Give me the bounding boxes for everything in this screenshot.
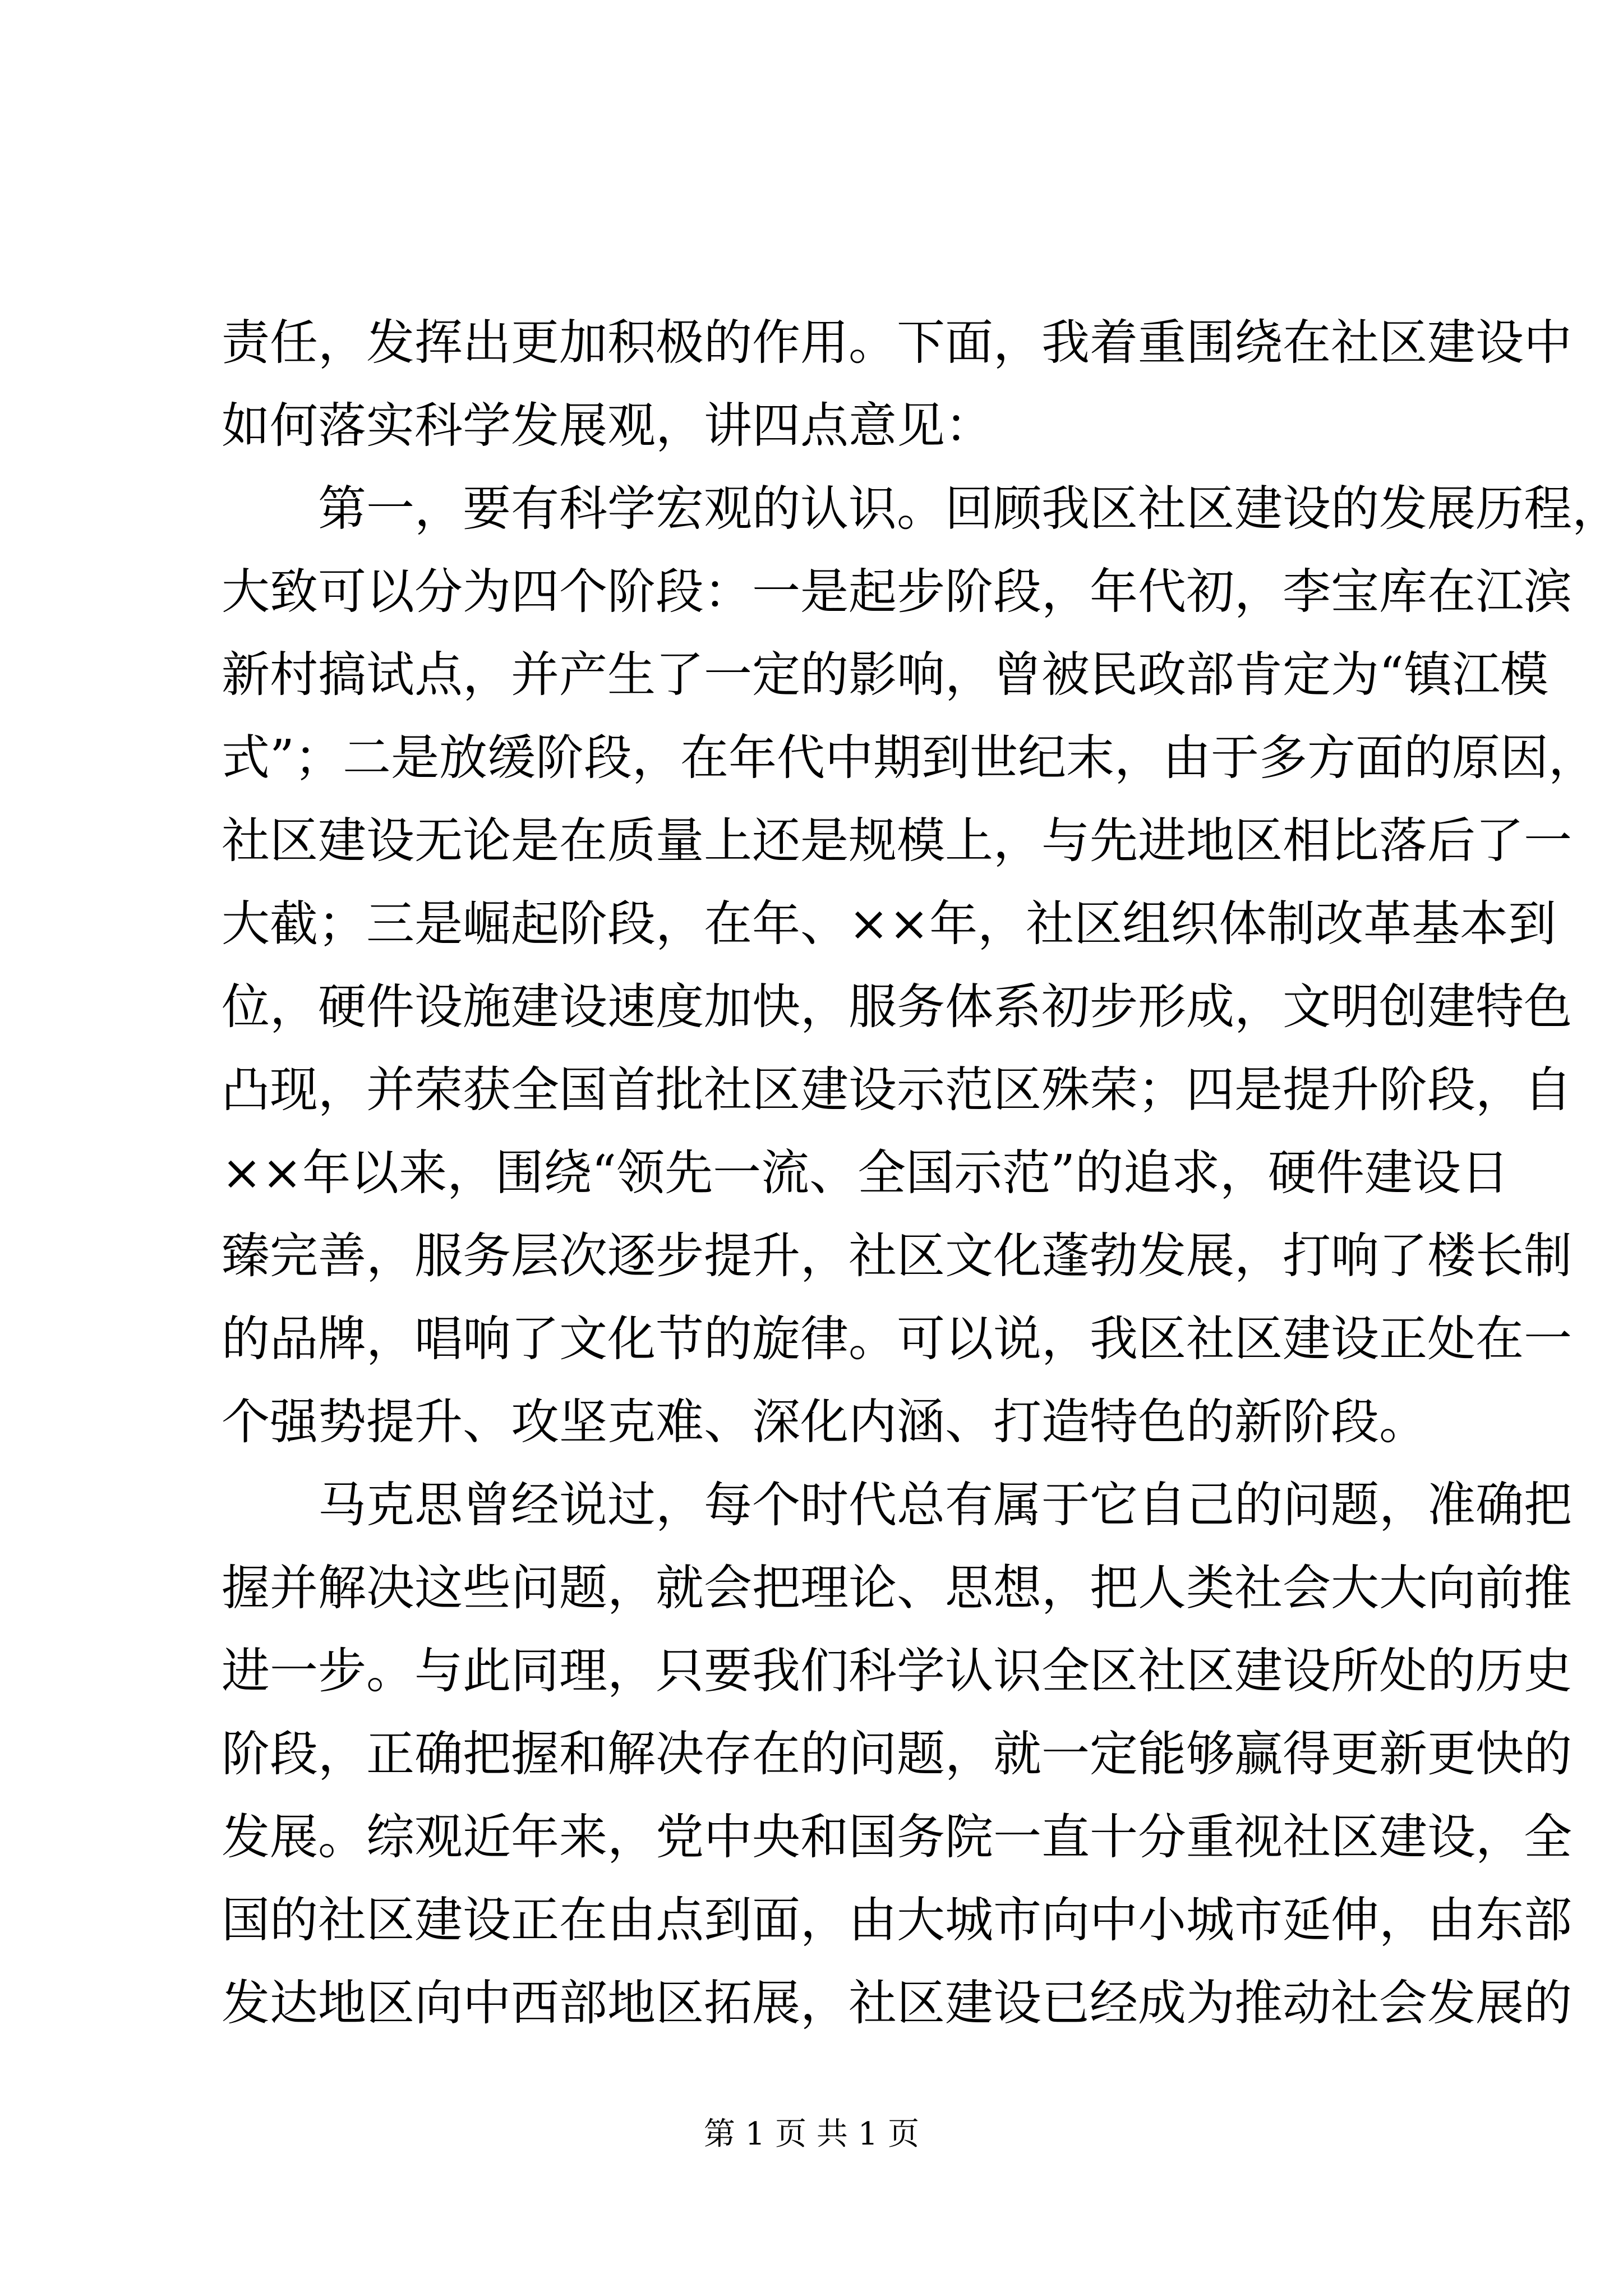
text-line: 发展。综观近年来，党中央和国务院一直十分重视社区建设，全 [222, 1809, 1572, 1865]
text-line: 大截；三是崛起阶段，在年、××年，社区组织体制改革基本到 [222, 896, 1557, 952]
text-line: 位，硬件设施建设速度加快，服务体系初步形成，文明创建特色 [222, 979, 1572, 1035]
text-line: 社区建设无论是在质量上还是规模上，与先进地区相比落后了一 [222, 813, 1572, 869]
text-line: 式”；二是放缓阶段，在年代中期到世纪末，由于多方面的原因， [222, 730, 1597, 786]
text-line: 大致可以分为四个阶段：一是起步阶段，年代初，李宝库在江滨 [222, 564, 1572, 620]
text-line: 个强势提升、攻坚克难、深化内涵、打造特色的新阶段。 [222, 1394, 1427, 1450]
text-line: 马克思曾经说过，每个时代总有属于它自己的问题，准确把 [222, 1477, 1572, 1533]
text-line: 的品牌，唱响了文化节的旋律。可以说，我区社区建设正处在一 [222, 1311, 1572, 1367]
text-line: 进一步。与此同理，只要我们科学认识全区社区建设所处的历史 [222, 1643, 1572, 1699]
text-line: 新村搞试点，并产生了一定的影响，曾被民政部肯定为“镇江模 [222, 647, 1548, 703]
text-line: 阶段，正确把握和解决存在的问题，就一定能够赢得更新更快的 [222, 1726, 1572, 1782]
text-line: 如何落实科学发展观，讲四点意见： [222, 398, 993, 454]
body-text [222, 301, 1620, 2045]
text-line: ××年以来，围绕“领先一流、全国示范”的追求，硬件建设日 [222, 1145, 1510, 1201]
text-line: 握并解决这些问题，就会把理论、思想，把人类社会大大向前推 [222, 1560, 1572, 1616]
text-line: 第一，要有科学宏观的认识。回顾我区社区建设的发展历程， [222, 481, 1620, 537]
text-line: 臻完善，服务层次逐步提升，社区文化蓬勃发展，打响了楼长制 [222, 1228, 1572, 1284]
page-footer: 第 1 页 共 1 页 [703, 2116, 920, 2152]
text-line: 国的社区建设正在由点到面，由大城市向中小城市延伸，由东部 [222, 1892, 1572, 1948]
text-line: 发达地区向中西部地区拓展，社区建设已经成为推动社会发展的 [222, 1975, 1572, 2031]
text-line: 责任，发挥出更加积极的作用。下面，我着重围绕在社区建设中 [222, 315, 1572, 371]
text-line: 凸现，并荣获全国首批社区建设示范区殊荣；四是提升阶段，自 [222, 1062, 1572, 1118]
